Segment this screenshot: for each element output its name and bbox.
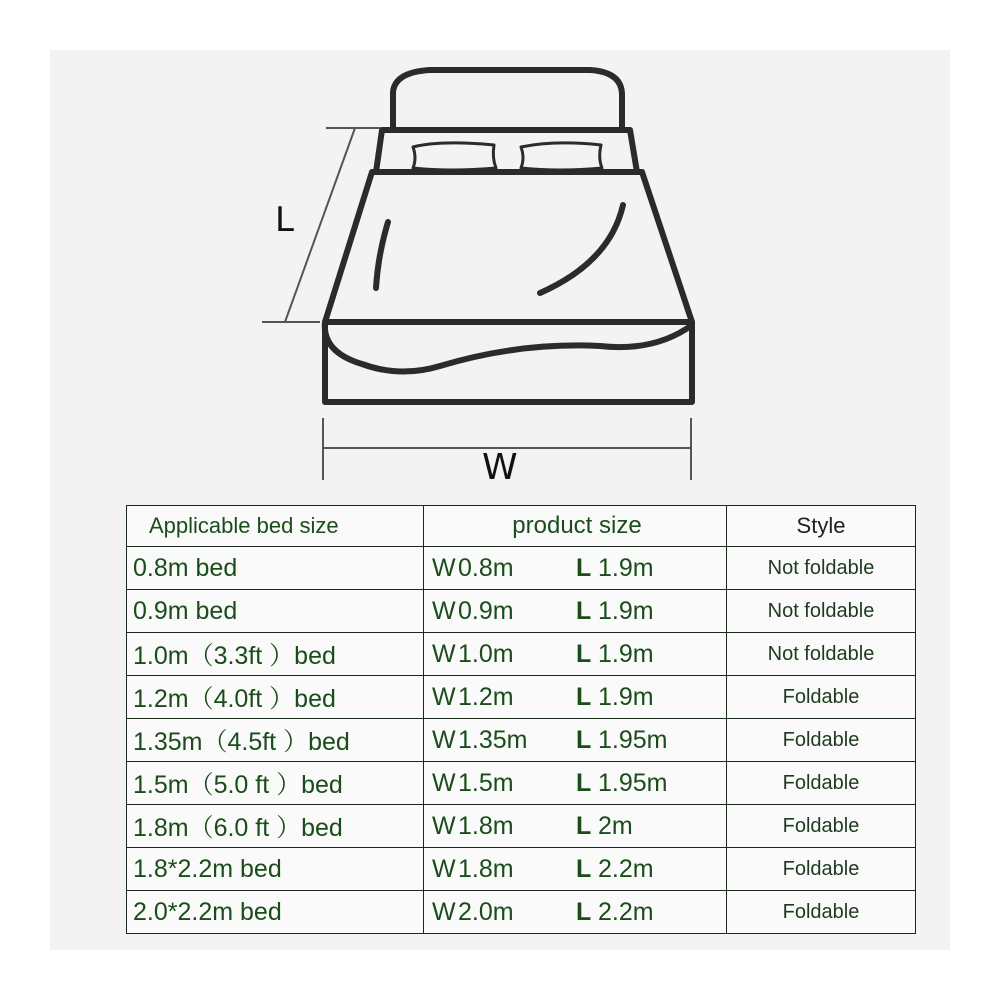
product-size-cell xyxy=(424,719,727,762)
length-value: 1.9m xyxy=(598,596,654,625)
length-letter: L xyxy=(576,854,592,883)
header-bed-size: Applicable bed size xyxy=(127,506,424,547)
width-value: 1.35m xyxy=(458,725,528,754)
header-product-size: product size xyxy=(424,506,727,547)
table-row xyxy=(127,676,916,719)
size-table xyxy=(126,505,916,934)
width-letter: W xyxy=(432,811,456,840)
table-row xyxy=(127,762,916,805)
width-value: 0.8m xyxy=(458,553,514,582)
length-value: 1.9m xyxy=(598,682,654,711)
length-letter: L xyxy=(576,725,592,754)
bed-size-cell: 1.8*2.2m bed xyxy=(127,848,424,891)
bed-size-cell: 1.2m（4.0ft ）bed xyxy=(127,676,424,719)
fold-left xyxy=(376,222,388,288)
width-label: W xyxy=(482,447,518,488)
width-value: 0.9m xyxy=(458,596,514,625)
table-row xyxy=(127,547,916,590)
width-value: 2.0m xyxy=(458,897,514,926)
product-size-cell xyxy=(424,891,727,934)
length-value: 1.9m xyxy=(598,553,654,582)
length-value: 2.2m xyxy=(598,854,654,883)
style-cell: Foldable xyxy=(727,676,916,719)
style-cell: Not foldable xyxy=(727,633,916,676)
bedspread-curve xyxy=(325,322,692,372)
width-letter: W xyxy=(432,639,456,668)
fold-right xyxy=(540,205,623,293)
table-header-row xyxy=(127,506,916,547)
width-letter: W xyxy=(432,682,456,711)
pillow-left xyxy=(413,143,496,170)
product-size-cell xyxy=(424,805,727,848)
width-value: 1.8m xyxy=(458,854,514,883)
style-cell: Foldable xyxy=(727,848,916,891)
bed-size-cell: 1.0m（3.3ft ）bed xyxy=(127,633,424,676)
bed-size-cell: 0.9m bed xyxy=(127,590,424,633)
style-cell: Foldable xyxy=(727,805,916,848)
width-letter: W xyxy=(432,725,456,754)
table-row xyxy=(127,590,916,633)
length-letter: L xyxy=(576,897,592,926)
length-label: L xyxy=(275,200,294,240)
pillow-right xyxy=(521,143,602,170)
mattress-front xyxy=(325,322,692,402)
length-letter: L xyxy=(576,682,592,711)
length-value: 2m xyxy=(598,811,633,840)
width-letter: W xyxy=(432,596,456,625)
style-cell: Foldable xyxy=(727,762,916,805)
length-letter: L xyxy=(576,811,592,840)
length-letter: L xyxy=(576,553,592,582)
width-letter: W xyxy=(432,897,456,926)
bed-size-cell: 2.0*2.2m bed xyxy=(127,891,424,934)
length-value: 1.95m xyxy=(598,725,668,754)
length-letter: L xyxy=(576,639,592,668)
style-cell: Not foldable xyxy=(727,547,916,590)
product-size-cell xyxy=(424,848,727,891)
bed-size-cell: 1.8m（6.0 ft ）bed xyxy=(127,805,424,848)
table-row xyxy=(127,848,916,891)
width-value: 1.8m xyxy=(458,811,514,840)
length-value: 1.95m xyxy=(598,768,668,797)
product-size-cell xyxy=(424,633,727,676)
style-cell: Foldable xyxy=(727,891,916,934)
width-letter: W xyxy=(432,553,456,582)
bed-size-cell: 1.35m（4.5ft ）bed xyxy=(127,719,424,762)
width-letter: W xyxy=(432,768,456,797)
product-size-cell xyxy=(424,676,727,719)
length-letter: L xyxy=(576,596,592,625)
product-size-cell xyxy=(424,762,727,805)
width-letter: W xyxy=(432,854,456,883)
width-value: 1.5m xyxy=(458,768,514,797)
product-size-cell xyxy=(424,547,727,590)
headboard xyxy=(393,70,622,130)
table-row xyxy=(127,633,916,676)
style-cell: Not foldable xyxy=(727,590,916,633)
table-row xyxy=(127,805,916,848)
style-cell: Foldable xyxy=(727,719,916,762)
bed-size-cell: 1.5m（5.0 ft ）bed xyxy=(127,762,424,805)
bed-size-cell: 0.8m bed xyxy=(127,547,424,590)
product-size-cell xyxy=(424,590,727,633)
length-value: 2.2m xyxy=(598,897,654,926)
length-dimension-line xyxy=(285,128,355,322)
width-value: 1.2m xyxy=(458,682,514,711)
length-value: 1.9m xyxy=(598,639,654,668)
length-letter: L xyxy=(576,768,592,797)
width-value: 1.0m xyxy=(458,639,514,668)
table-row xyxy=(127,891,916,934)
header-style: Style xyxy=(727,506,916,547)
table-row xyxy=(127,719,916,762)
